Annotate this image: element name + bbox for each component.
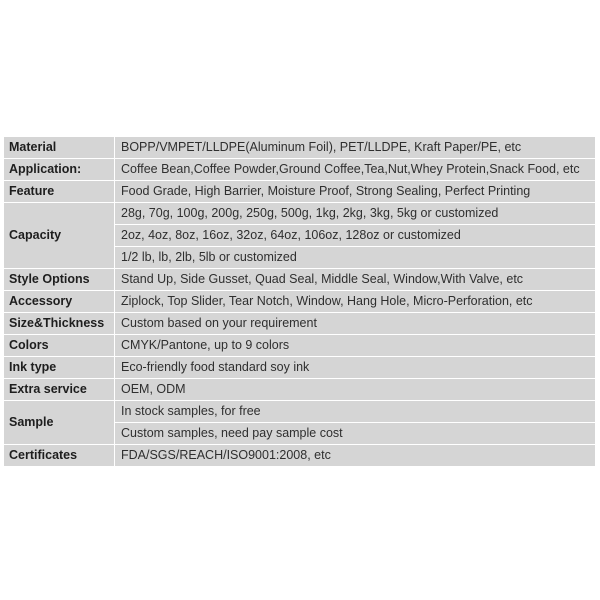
row-value: CMYK/Pantone, up to 9 colors [115, 335, 596, 357]
table-row-ink-type [4, 357, 596, 379]
table-row-application [4, 159, 596, 181]
table-row-colors [4, 335, 596, 357]
row-value: Custom based on your requirement [115, 313, 596, 335]
table-row-capacity [4, 203, 596, 225]
row-value: Coffee Bean,Coffee Powder,Ground Coffee,Tea,Nut,Whey Protein,Snack Food, etc [115, 159, 596, 181]
row-value: 2oz, 4oz, 8oz, 16oz, 32oz, 64oz, 106oz, 128oz or customized [115, 225, 596, 247]
table-row-accessory [4, 291, 596, 313]
table-row-material [4, 137, 596, 159]
row-value: In stock samples, for free [115, 401, 596, 423]
table-row-sample [4, 401, 596, 423]
row-value: BOPP/VMPET/LLDPE(Aluminum Foil), PET/LLDPE, Kraft Paper/PE, etc [115, 137, 596, 159]
row-label: Colors [4, 335, 115, 357]
row-value: Stand Up, Side Gusset, Quad Seal, Middle Seal, Window,With Valve, etc [115, 269, 596, 291]
row-label: Extra service [4, 379, 115, 401]
row-label: Sample [4, 401, 115, 445]
table-row-extra-service [4, 379, 596, 401]
table-row-size-thickness [4, 313, 596, 335]
row-value: Food Grade, High Barrier, Moisture Proof, Strong Sealing, Perfect Printing [115, 181, 596, 203]
row-label: Feature [4, 181, 115, 203]
row-label: Accessory [4, 291, 115, 313]
row-label: Size&Thickness [4, 313, 115, 335]
row-label: Application: [4, 159, 115, 181]
table-row-style-options [4, 269, 596, 291]
table-row-certificates [4, 445, 596, 467]
row-value: Custom samples, need pay sample cost [115, 423, 596, 445]
row-value: OEM, ODM [115, 379, 596, 401]
row-value: FDA/SGS/REACH/ISO9001:2008, etc [115, 445, 596, 467]
spec-table [3, 136, 596, 467]
row-label: Capacity [4, 203, 115, 269]
row-value: Ziplock, Top Slider, Tear Notch, Window, Hang Hole, Micro-Perforation, etc [115, 291, 596, 313]
row-label: Certificates [4, 445, 115, 467]
row-value: Eco-friendly food standard soy ink [115, 357, 596, 379]
table-row-feature [4, 181, 596, 203]
row-value: 1/2 lb, lb, 2lb, 5lb or customized [115, 247, 596, 269]
row-value: 28g, 70g, 100g, 200g, 250g, 500g, 1kg, 2kg, 3kg, 5kg or customized [115, 203, 596, 225]
row-label: Style Options [4, 269, 115, 291]
row-label: Material [4, 137, 115, 159]
row-label: Ink type [4, 357, 115, 379]
